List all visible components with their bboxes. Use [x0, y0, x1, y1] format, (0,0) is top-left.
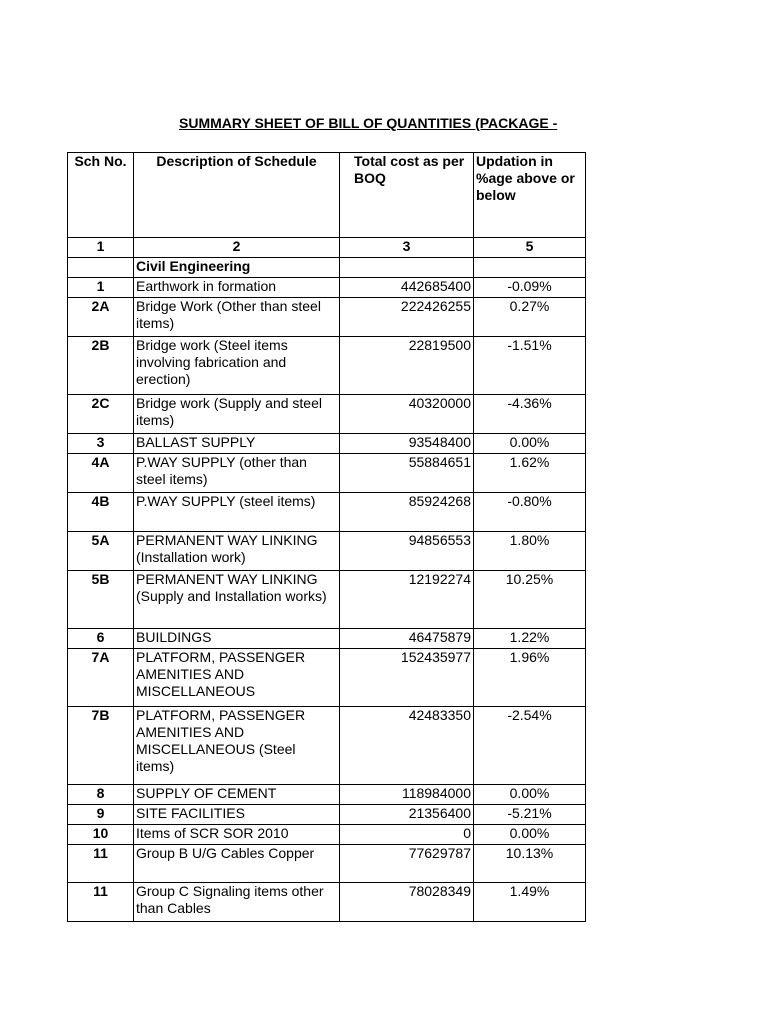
column-number: 3 — [340, 238, 474, 258]
updation-cell: 0.00% — [474, 785, 586, 805]
table-row — [68, 454, 586, 493]
sch-no-cell: 4B — [68, 493, 134, 532]
table-row — [68, 805, 586, 825]
header-updation: Updation in %age above or below — [474, 153, 586, 238]
description-cell: BALLAST SUPPLY — [134, 434, 340, 454]
updation-cell: 0.27% — [474, 298, 586, 337]
table-row — [68, 434, 586, 454]
sch-no-cell: 2A — [68, 298, 134, 337]
updation-cell: -0.80% — [474, 493, 586, 532]
table-row — [68, 395, 586, 434]
table-row — [68, 707, 586, 785]
total-cost-cell: 22819500 — [340, 337, 474, 395]
sch-no-cell: 5B — [68, 571, 134, 629]
header-description: Description of Schedule — [134, 153, 340, 238]
updation-cell: 1.96% — [474, 649, 586, 707]
description-cell: Bridge Work (Other than steel items) — [134, 298, 340, 337]
description-cell: P.WAY SUPPLY (other than steel items) — [134, 454, 340, 493]
description-cell: SITE FACILITIES — [134, 805, 340, 825]
updation-cell: 1.62% — [474, 454, 586, 493]
sch-no-cell: 1 — [68, 278, 134, 298]
sch-no-cell: 2B — [68, 337, 134, 395]
total-cost-cell: 40320000 — [340, 395, 474, 434]
table-row — [68, 883, 586, 922]
table-row — [68, 298, 586, 337]
description-cell: BUILDINGS — [134, 629, 340, 649]
table-row — [68, 825, 586, 845]
total-cost-cell: 118984000 — [340, 785, 474, 805]
empty-cell — [340, 258, 474, 278]
header-sch-no: Sch No. — [68, 153, 134, 238]
description-cell: PLATFORM, PASSENGER AMENITIES AND MISCELLANEOUS — [134, 649, 340, 707]
total-cost-cell: 0 — [340, 825, 474, 845]
sch-no-cell: 6 — [68, 629, 134, 649]
column-number: 2 — [134, 238, 340, 258]
total-cost-cell: 42483350 — [340, 707, 474, 785]
table-row — [68, 493, 586, 532]
updation-cell: -4.36% — [474, 395, 586, 434]
sch-no-cell: 7A — [68, 649, 134, 707]
sch-no-cell: 10 — [68, 825, 134, 845]
description-cell: Items of SCR SOR 2010 — [134, 825, 340, 845]
column-number: 5 — [474, 238, 586, 258]
table-row — [68, 785, 586, 805]
updation-cell: 1.22% — [474, 629, 586, 649]
total-cost-cell: 94856553 — [340, 532, 474, 571]
sch-no-cell: 8 — [68, 785, 134, 805]
description-cell: Earthwork in formation — [134, 278, 340, 298]
table-row — [68, 532, 586, 571]
updation-cell: -2.54% — [474, 707, 586, 785]
section-heading: Civil Engineering — [134, 258, 340, 278]
description-cell: P.WAY SUPPLY (steel items) — [134, 493, 340, 532]
table-row — [68, 845, 586, 883]
table-row — [68, 649, 586, 707]
updation-cell: -1.51% — [474, 337, 586, 395]
description-cell: Bridge work (Supply and steel items) — [134, 395, 340, 434]
table-row — [68, 337, 586, 395]
column-number-row — [68, 238, 586, 258]
table-row — [68, 571, 586, 629]
section-row — [68, 258, 586, 278]
header-total-cost: Total cost as per BOQ — [340, 153, 474, 238]
updation-cell: -5.21% — [474, 805, 586, 825]
column-number: 1 — [68, 238, 134, 258]
empty-cell — [68, 258, 134, 278]
sch-no-cell: 3 — [68, 434, 134, 454]
sch-no-cell: 9 — [68, 805, 134, 825]
empty-cell — [474, 258, 586, 278]
table-row — [68, 629, 586, 649]
sch-no-cell: 2C — [68, 395, 134, 434]
total-cost-cell: 93548400 — [340, 434, 474, 454]
total-cost-cell: 77629787 — [340, 845, 474, 883]
description-cell: Bridge work (Steel items involving fabrication and erection) — [134, 337, 340, 395]
updation-cell: 10.25% — [474, 571, 586, 629]
description-cell: PERMANENT WAY LINKING (Supply and Installation works) — [134, 571, 340, 629]
header-row — [68, 153, 586, 238]
updation-cell: 0.00% — [474, 825, 586, 845]
sch-no-cell: 7B — [68, 707, 134, 785]
description-cell: Group B U/G Cables Copper — [134, 845, 340, 883]
updation-cell: 10.13% — [474, 845, 586, 883]
total-cost-cell: 442685400 — [340, 278, 474, 298]
updation-cell: 1.80% — [474, 532, 586, 571]
updation-cell: -0.09% — [474, 278, 586, 298]
sch-no-cell: 5A — [68, 532, 134, 571]
page-title: SUMMARY SHEET OF BILL OF QUANTITIES (PACKAGE - — [179, 115, 558, 131]
boq-summary-table — [67, 152, 586, 922]
total-cost-cell: 55884651 — [340, 454, 474, 493]
total-cost-cell: 222426255 — [340, 298, 474, 337]
description-cell: PERMANENT WAY LINKING (Installation work) — [134, 532, 340, 571]
description-cell: Group C Signaling items other than Cables — [134, 883, 340, 922]
sch-no-cell: 11 — [68, 845, 134, 883]
total-cost-cell: 21356400 — [340, 805, 474, 825]
description-cell: SUPPLY OF CEMENT — [134, 785, 340, 805]
updation-cell: 0.00% — [474, 434, 586, 454]
total-cost-cell: 152435977 — [340, 649, 474, 707]
total-cost-cell: 12192274 — [340, 571, 474, 629]
total-cost-cell: 78028349 — [340, 883, 474, 922]
sch-no-cell: 11 — [68, 883, 134, 922]
updation-cell: 1.49% — [474, 883, 586, 922]
description-cell: PLATFORM, PASSENGER AMENITIES AND MISCELLANEOUS (Steel items) — [134, 707, 340, 785]
total-cost-cell: 85924268 — [340, 493, 474, 532]
total-cost-cell: 46475879 — [340, 629, 474, 649]
sch-no-cell: 4A — [68, 454, 134, 493]
table-row — [68, 278, 586, 298]
